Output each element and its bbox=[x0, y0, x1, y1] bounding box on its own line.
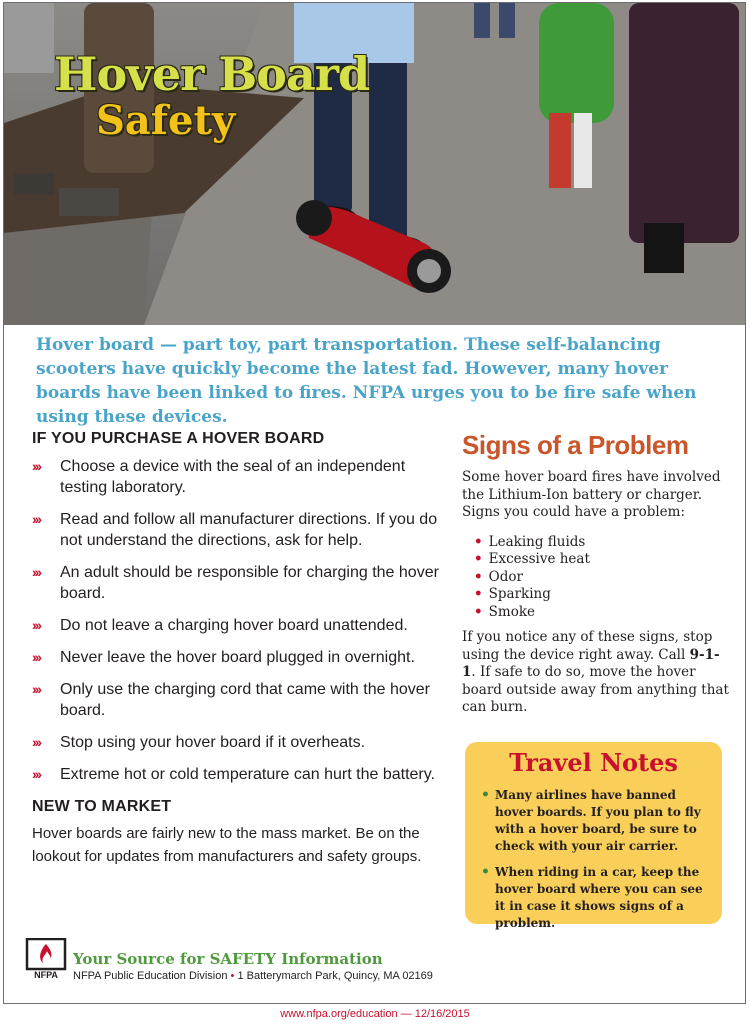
travel-notes-heading: Travel Notes bbox=[509, 748, 678, 777]
list-item: • When riding in a car, keep the hover board where you can see it in case it shows signs of a problem. bbox=[481, 864, 706, 932]
list-item-text: Choose a device with the seal of an independent testing laboratory. bbox=[60, 458, 406, 496]
source-tagline: Your Source for SAFETY Information bbox=[73, 950, 383, 968]
list-item: • Many airlines have banned hover boards. If you plan to fly with a hover board, be sure to check with your air carrier. bbox=[481, 787, 706, 855]
logo-text: NFPA bbox=[34, 970, 58, 980]
list-item bbox=[32, 679, 452, 721]
purchase-section bbox=[32, 430, 452, 796]
bullet-arrows-icon: ››› bbox=[32, 766, 40, 782]
list-item: • Leaking fluids bbox=[474, 534, 730, 552]
new-to-market-heading: NEW TO MARKET bbox=[32, 798, 172, 815]
bullet-arrows-icon: ››› bbox=[32, 649, 40, 665]
intro-paragraph: Hover board — part toy, part transportation. These self-balancing scooters have quickly become the latest fad. However, many hover boards have been linked to fires. NFPA urges you to be fire safe when using these devices. bbox=[36, 335, 697, 427]
signs-section bbox=[462, 430, 730, 717]
signs-closing-before: If you notice any of these signs, stop using the device right away. Call bbox=[462, 629, 713, 663]
street-address: 1 Batterymarch Park, Quincy, MA 02169 bbox=[237, 970, 433, 982]
list-item: • Smoke bbox=[474, 604, 730, 622]
emergency-number: 9-1-1 bbox=[462, 646, 720, 680]
list-item: • Excessive heat bbox=[474, 551, 730, 569]
list-item bbox=[32, 647, 452, 668]
new-to-market-text: Hover boards are fairly new to the mass market. Be on the lookout for updates from manufacturers and safety groups. bbox=[32, 825, 422, 865]
list-item bbox=[32, 509, 452, 551]
list-item: • Sparking bbox=[474, 586, 730, 604]
travel-notes-box bbox=[465, 742, 722, 930]
signs-closing-after: . If safe to do so, move the hover board outside away from anything that can burn. bbox=[462, 664, 729, 715]
division-address bbox=[73, 970, 433, 982]
list-item-text: Read and follow all manufacturer directions. If you do not understand the directions, ask for help. bbox=[60, 511, 438, 549]
bullet-arrows-icon: ››› bbox=[32, 734, 40, 750]
list-item bbox=[32, 615, 452, 636]
signs-list bbox=[462, 534, 730, 622]
list-item-text: Never leave the hover board plugged in overnight. bbox=[60, 649, 415, 666]
signs-heading: Signs of a Problem bbox=[462, 430, 689, 460]
hero-photo bbox=[4, 3, 745, 325]
bullet-arrows-icon: ››› bbox=[32, 681, 40, 697]
list-item-text: Extreme hot or cold temperature can hurt the battery. bbox=[60, 766, 435, 783]
purchase-heading: IF YOU PURCHASE A HOVER BOARD bbox=[32, 430, 325, 447]
list-item bbox=[32, 456, 452, 498]
bullet-arrows-icon: ››› bbox=[32, 564, 40, 580]
title-line-1: Hover Board bbox=[54, 47, 370, 101]
list-item-text: Do not leave a charging hover board unattended. bbox=[60, 617, 408, 634]
list-item: • Odor bbox=[474, 569, 730, 587]
bullet-arrows-icon: ››› bbox=[32, 511, 40, 527]
bullet-arrows-icon: ››› bbox=[32, 458, 40, 474]
separator-dot: • bbox=[230, 970, 235, 982]
signs-closing bbox=[462, 629, 730, 717]
new-to-market-section bbox=[32, 798, 452, 868]
purchase-list bbox=[32, 456, 452, 785]
signs-intro: Some hover board fires have involved the Lithium-Ion battery or charger. Signs you could have a problem: bbox=[462, 469, 721, 520]
list-item bbox=[32, 764, 452, 785]
list-item-text: Only use the charging cord that came with the hover board. bbox=[60, 681, 430, 719]
list-item bbox=[32, 732, 452, 753]
list-item-text: An adult should be responsible for charging the hover board. bbox=[60, 564, 439, 602]
title-line-2: Safety bbox=[96, 97, 236, 144]
list-item bbox=[32, 562, 452, 604]
nfpa-logo-icon bbox=[25, 938, 67, 980]
list-item-text: Stop using your hover board if it overheats. bbox=[60, 734, 366, 751]
bullet-arrows-icon: ››› bbox=[32, 617, 40, 633]
footer-url: www.nfpa.org/education — 12/16/2015 bbox=[280, 1008, 470, 1020]
division-name: NFPA Public Education Division bbox=[73, 970, 228, 982]
travel-notes-list bbox=[481, 787, 706, 932]
